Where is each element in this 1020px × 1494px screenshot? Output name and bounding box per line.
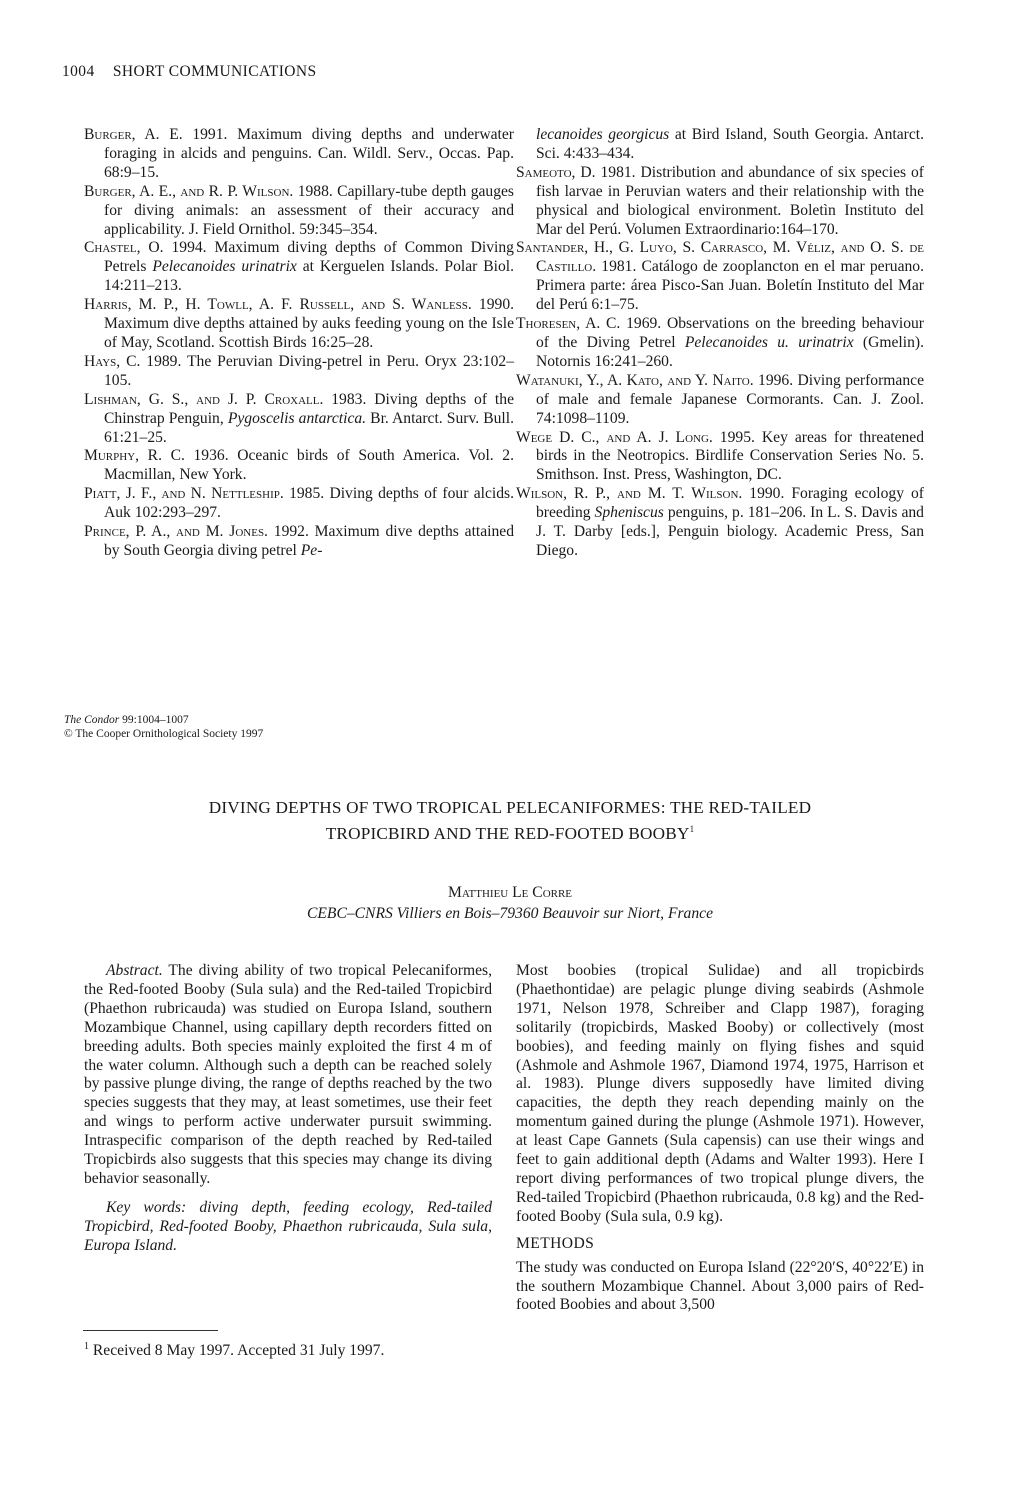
ref-text: 1988. Capillary-tube depth gauges for diving animals: an assessment of their accuracy and applicability. J. Field Ornithol. 59:345–354. [104,182,514,238]
reference [516,315,924,372]
body-column [516,962,924,1315]
ref-author: Sameoto, D. [516,163,596,181]
ref-text: Br. Antarct. Surv. Bull. 61:21–25. [104,409,514,446]
ref-text: 1983. Diving depths of the Chinstrap Penguin, [104,390,514,427]
ref-author: Murphy, R. C. [84,447,185,465]
section-title: SHORT COMMUNICATIONS [112,63,317,80]
ref-italic: Spheniscus [594,504,664,522]
ref-text: 1985. Diving depths of four alcids. Auk 102:293–297. [104,485,514,522]
journal-citation: 99:1004–1007 [119,714,189,726]
ref-text: 1995. Key areas for threatened birds in the Neotropics. Birdlife Conservation Series No. 5. Smithson. Inst. Press, Washington, DC. [536,428,925,484]
ref-author: Burger, A. E. [84,126,183,143]
reference [84,523,514,561]
footnote-mark: 1 [84,1341,89,1352]
reference-continued [516,126,924,164]
footnote [84,1342,384,1360]
reference [84,447,514,485]
ref-text: 1991. Maximum diving depths and underwater foraging in alcids and penguins. Can. Wildl. Serv., Occas. Pap. 68:9–15. [104,126,514,181]
ref-italic: lecanoides georgicus [536,126,670,143]
methods-paragraph: The study was conducted on Europa Island (22°20′S, 40°22′E) in the southern Mozambique Channel. About 3,000 pairs of Red-footed Boobies and about 3,500 [516,1258,924,1314]
ref-text: 1989. The Peruvian Diving-petrel in Peru. Oryx 23:102–105. [104,352,514,389]
reference [516,429,924,486]
affiliation: CEBC–CNRS Villiers en Bois–79360 Beauvoir sur Niort, France [307,905,713,922]
ref-text: 1990. Maximum dive depths attained by auks feeding young on the Isle of May, Scotland. Scottish Birds 16:25–28. [104,296,515,351]
keywords [84,1199,492,1256]
ref-text: 1936. Oceanic birds of South America. Vol. 2. Macmillan, New York. [104,447,514,484]
reference [84,239,514,296]
reference [516,164,924,240]
running-head [62,63,316,81]
ref-text: (Gmelin). Notornis 16:241–260. [536,333,924,370]
references-right-column [516,126,924,561]
ref-author: Santander, H., G. Luyo, S. Carrasco, M. Véliz, and O. S. de Castillo. [516,239,924,276]
title-line-2: TROPICBIRD AND THE RED-FOOTED BOOBY [325,824,690,843]
article-title [110,795,910,847]
ref-author: Prince, P. A., and M. Jones. [84,523,268,541]
abstract-label: Abstract. [106,962,163,979]
abstract-text: The diving ability of two tropical Pelecaniformes, the Red-footed Booby (Sula sula) and the Red-tailed Tropicbird (Phaethon rubricauda) was studied on Europa Island, southern Mozambique Channel, using capillary depth recorders fitted on breeding adults. Both species mainly exploited the first 4 m of the water column. Although such a depth can be reached solely by passive plunge diving, the range of depths reached by the two species suggests that they may, at least sometimes, use their feet and wings to perform active underwater pursuit swimming. Intraspecific comparison of the depth reached by Red-tailed Tropicbirds also suggests that this species may change its diving behavior seasonally. [84,962,492,1187]
ref-text: 1981. Catálogo de zooplancton en el mar peruano. Primera parte: área Pisco-San Juan. Boletín Instituto del Mar del Perú 6:1–75. [536,258,924,314]
intro-paragraph: Most boobies (tropical Sulidae) and all tropicbirds (Phaethontidae) are pelagic plunge diving seabirds (Ashmole 1971, Nelson 1978, Schreiber and Clapp 1987), foraging solitarily (tropicbirds, Masked Booby) or collectively (most boobies), and feeding mainly on flying fishes and squid (Ashmole and Ashmole 1967, Diamond 1974, 1975, Harrison et al. 1983). Plunge divers supposedly have limited diving capacities, the depth they reach depending mainly on the momentum gained during the plunge (Ashmole 1971). However, at least Cape Gannets (Sula capensis) can use their wings and feet to gain additional depth (Adams and Walter 1993). Here I report diving performances of two tropical plunge divers, the Red-tailed Tropicbird (Phaethon rubricauda, 0.8 kg) and the Red-footed Booby (Sula sula, 0.9 kg). [516,962,924,1225]
reference [84,126,514,183]
ref-author: Lishman, G. S., and J. P. Croxall. [84,390,324,408]
ref-text: at Kerguelen Islands. Polar Biol. 14:211–213. [104,258,514,295]
ref-author: Piatt, J. F., and N. Nettleship. [84,485,284,503]
reference [84,296,514,353]
abstract-column [84,962,492,1256]
ref-author: Burger, A. E., and R. P. Wilson. [84,182,294,200]
reference [84,183,514,240]
ref-text: 1996. Diving performance of male and female Japanese Cormorants. Can. J. Zool. 74:1098–1109. [536,371,924,427]
ref-author: Harris, M. P., H. Towll, A. F. Russell, and S. Wanless. [84,296,472,314]
title-footnote-mark: 1 [689,824,695,834]
ref-text: 1969. Observations on the breeding behaviour of the Diving Petrel [536,315,924,351]
reference [516,372,924,429]
keywords-text: diving depth, feeding ecology, Red-tailed Tropicbird, Red-footed Booby, Phaethon rubricauda, Sula sula, Europa Island. [84,1198,493,1254]
footnote-rule [83,1330,218,1331]
ref-author: Wilson, R. P., and M. T. Wilson. [516,485,743,503]
reference [84,391,514,448]
ref-author: Watanuki, Y., A. Kato, and Y. Naito. [516,371,754,389]
ref-italic: Pelecanoides urinatrix [152,258,297,276]
ref-text: 1992. Maximum dive depths attained by South Georgia diving petrel [104,523,515,559]
ref-italic: Pygoscelis antarctica. [227,409,367,427]
reference [516,239,924,315]
keywords-label: Key words: [106,1198,187,1216]
reference [84,353,514,391]
methods-heading: METHODS [516,1234,595,1252]
author-name: Matthieu Le Corre [447,884,573,901]
reference [516,485,924,561]
ref-text: 1990. Foraging ecology of breeding [536,485,924,522]
ref-text: 1994. Maximum diving depths of Common Diving Petrels [104,239,514,276]
ref-text: penguins, p. 181–206. In L. S. Davis and J. T. Darby [eds.], Penguin biology. Academic Press, San Diego. [536,504,924,559]
references-left-column [84,126,514,561]
reference [84,485,514,523]
journal-info [64,714,263,741]
ref-author: Wege D. C., and A. J. Long. [516,428,713,446]
ref-text: at Bird Island, South Georgia. Antarct. Sci. 4:433–434. [536,126,924,162]
ref-author: Thoresen, A. C. [516,315,621,333]
title-line-1: DIVING DEPTHS OF TWO TROPICAL PELECANIFORMES: THE RED-TAILED [208,798,812,817]
ref-italic: Pe- [300,541,323,559]
abstract [84,962,492,1189]
footnote-text: Received 8 May 1997. Accepted 31 July 1997. [89,1342,385,1359]
ref-author: Chastel, O. [84,239,164,257]
ref-italic: Pelecanoides u. urinatrix [684,333,854,351]
ref-text: 1981. Distribution and abundance of six species of fish larvae in Peruvian waters and their relationship with the physical and biological environment. Boletìn Instituto del Mar del Perú. Volumen Extraordinario:164–170. [536,163,925,238]
ref-author: Hays, C. [84,352,141,370]
page-number: 1004 [62,63,95,80]
copyright: © The Cooper Ornithological Society 1997 [64,727,264,740]
journal-name: The Condor [64,714,120,726]
